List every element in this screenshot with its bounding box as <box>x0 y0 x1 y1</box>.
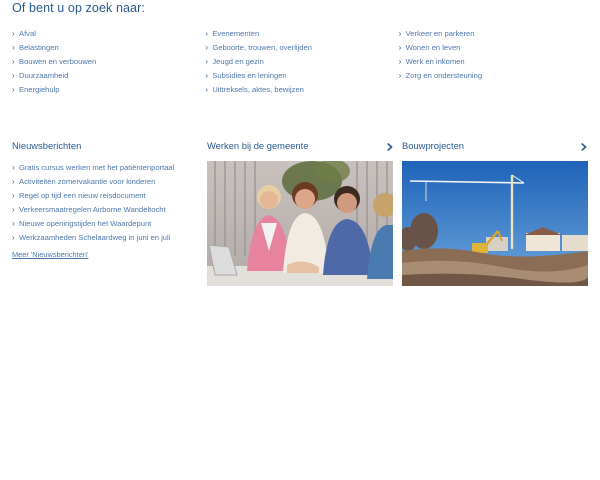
chevron-right-icon: › <box>205 29 208 38</box>
news-item[interactable]: › Verkeersmaatregelen Airborne Wandeltocht <box>12 203 197 217</box>
chevron-right-icon: › <box>398 71 402 80</box>
chevron-right-icon: › <box>12 57 15 66</box>
chevron-right-icon: › <box>12 71 15 80</box>
topic-link-zorg[interactable]: › Zorg en ondersteuning <box>399 69 592 83</box>
chevron-right-icon: › <box>398 57 402 66</box>
topic-link-werk[interactable]: › Werk en inkomen <box>399 55 592 69</box>
topic-link-uittreksels[interactable]: › Uittreksels, aktes, bewijzen <box>205 83 398 97</box>
jobs-title[interactable]: Werken bij de gemeente <box>207 140 309 151</box>
chevron-right-icon: › <box>12 163 15 172</box>
topic-link-jeugd[interactable]: › Jeugd en gezin <box>205 55 398 69</box>
topic-link-bouwen[interactable]: › Bouwen en verbouwen <box>12 55 205 69</box>
projects-title[interactable]: Bouwprojecten <box>402 140 465 151</box>
news-list <box>12 161 197 245</box>
search-heading: Of bent u op zoek naar: <box>12 1 145 15</box>
chevron-right-icon[interactable] <box>386 143 394 151</box>
topic-link-verkeer[interactable]: › Verkeer en parkeren <box>399 27 592 41</box>
chevron-right-icon: › <box>12 29 15 38</box>
chevron-right-icon: › <box>205 43 208 52</box>
topic-link-subsidies[interactable]: › Subsidies en leningen <box>205 69 398 83</box>
chevron-right-icon: › <box>12 177 15 186</box>
topic-columns <box>12 27 592 97</box>
topic-column-1 <box>12 27 205 97</box>
chevron-right-icon: › <box>12 233 15 242</box>
chevron-right-icon: › <box>12 43 15 52</box>
topic-link-energiehulp[interactable]: › Energiehulp <box>12 83 205 97</box>
construction-site-illustration <box>402 161 588 286</box>
news-item[interactable]: › Gratis cursus werken met het patiëntenportaal <box>12 161 197 175</box>
news-item[interactable]: › Activiteiten zomervakantie voor kinderen <box>12 175 197 189</box>
chevron-right-icon: › <box>12 219 15 228</box>
chevron-right-icon: › <box>205 85 208 94</box>
office-people-illustration <box>207 161 393 286</box>
news-title[interactable]: Nieuwsberichten <box>12 140 82 151</box>
chevron-right-icon: › <box>12 191 15 200</box>
topic-column-3 <box>399 27 592 97</box>
chevron-right-icon: › <box>398 29 402 38</box>
news-item[interactable]: › Werkzaamheden Schelaardweg in juni en juli <box>12 231 197 245</box>
topic-link-geboorte[interactable]: › Geboorte, trouwen, overlijden <box>205 41 398 55</box>
more-news-link[interactable]: Meer 'Nieuwsberichten' <box>12 250 89 259</box>
topic-link-duurzaamheid[interactable]: › Duurzaamheid <box>12 69 205 83</box>
topic-link-evenementen[interactable]: › Evenementen <box>205 27 398 41</box>
chevron-right-icon: › <box>398 43 402 52</box>
topic-link-belastingen[interactable]: › Belastingen <box>12 41 205 55</box>
topic-link-wonen[interactable]: › Wonen en leven <box>399 41 592 55</box>
projects-photo[interactable] <box>402 161 588 286</box>
chevron-right-icon: › <box>205 57 208 66</box>
jobs-photo[interactable] <box>207 161 393 286</box>
topic-link-afval[interactable]: › Afval <box>12 27 205 41</box>
chevron-right-icon: › <box>12 205 15 214</box>
topic-column-2 <box>205 27 398 97</box>
news-item[interactable]: › Nieuwe openingstijden het Waardepunt <box>12 217 197 231</box>
news-item[interactable]: › Regel op tijd een nieuw reisdocument <box>12 189 197 203</box>
chevron-right-icon: › <box>12 85 15 94</box>
chevron-right-icon: › <box>205 71 208 80</box>
chevron-right-icon[interactable] <box>580 143 588 151</box>
